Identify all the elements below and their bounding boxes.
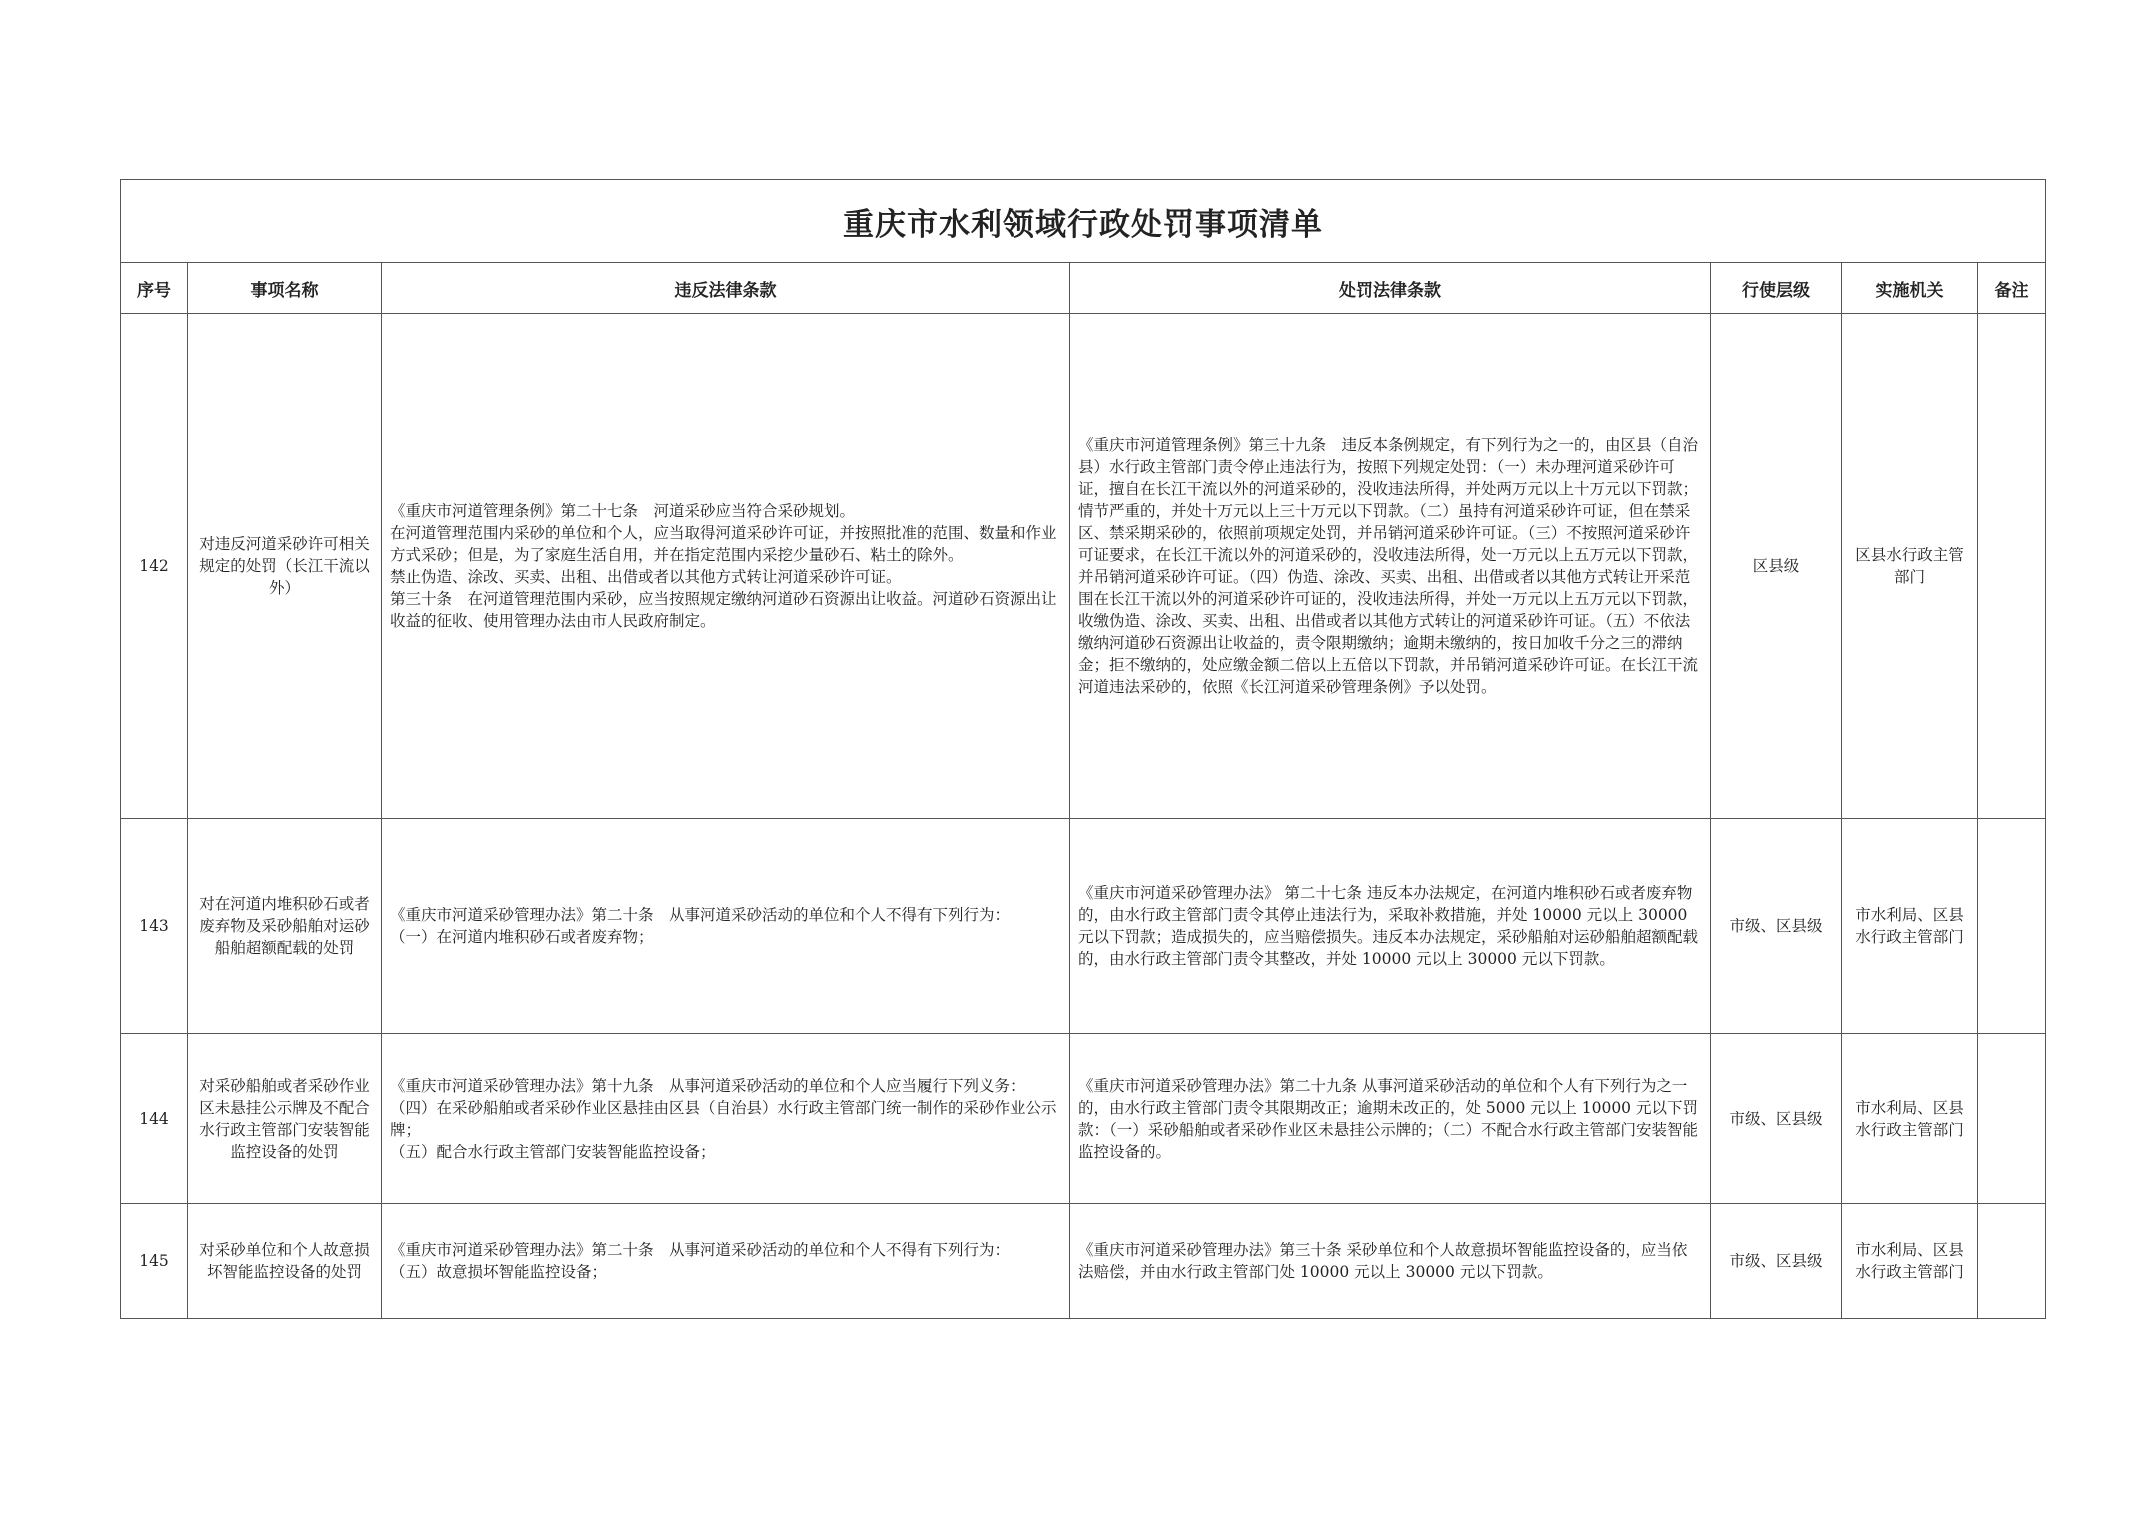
row-penalty: [1070, 819, 1711, 1034]
row-name: 对在河道内堆积砂石或者废弃物及采砂船舶对运砂船舶超额配载的处罚: [188, 819, 382, 1034]
penalty-paragraph: 《重庆市河道采砂管理办法》 第二十七条 违反本办法规定，在河道内堆积砂石或者废弃物的，由水行政主管部门责令其停止违法行为，采取补救措施，并处 10000 元以上 30000 元以下罚款；造成损失的，应当赔偿损失。违反本办法规定，采砂船舶对运砂船舶超额配载的，由水行政主管部门责令其整改，并处 10000 元以上 30000 元以下罚款。: [1078, 884, 1699, 968]
header-agency: 实施机关: [1842, 263, 1978, 314]
violation-paragraph: （四）在采砂船舶或者采砂作业区悬挂由区县（自治县）水行政主管部门统一制作的采砂作业公示牌；: [390, 1098, 1057, 1139]
page-title: 重庆市水利领域行政处罚事项清单: [121, 180, 2046, 263]
row-violation: [382, 1034, 1070, 1204]
row-remark: [1978, 314, 2046, 819]
row-violation: [382, 314, 1070, 819]
penalty-items-table: [120, 179, 2046, 1319]
header-name: 事项名称: [188, 263, 382, 314]
violation-paragraph: 《重庆市河道采砂管理办法》第十九条 从事河道采砂活动的单位和个人应当履行下列义务：: [390, 1076, 1026, 1095]
penalty-paragraph: 《重庆市河道管理条例》第三十九条 违反本条例规定，有下列行为之一的，由区县（自治县）水行政主管部门责令停止违法行为，按照下列规定处罚：（一）未办理河道采砂许可证，擅自在长江干流以外的河道采砂的，没收违法所得，并处两万元以上十万元以下罚款；情节严重的，并处十万元以上三十万元以下罚款。（二）虽持有河道采砂许可证，但在禁采区、禁采期采砂的，依照前项规定处罚，并吊销河道采砂许可证。（三）不按照河道采砂许可证要求，在长江干流以外的河道采砂的，没收违法所得，处一万元以上五万元以下罚款，并吊销河道采砂许可证。（四）伪造、涂改、买卖、出租、出借或者以其他方式转让开采范围在长江干流以外的河道采砂许可证的，没收违法所得，并处一万元以上五万元以下罚款，收缴伪造、涂改、买卖、出租、出借或者以其他方式转让的河道采砂许可证。（五）不依法缴纳河道砂石资源出让收益的，责令限期缴纳；逾期未缴纳的，按日加收千分之三的滞纳金；拒不缴纳的，处应缴金额二倍以上五倍以下罚款，并吊销河道采砂许可证。在长江干流河道违法采砂的，依照《长江河道采砂管理条例》予以处罚。: [1078, 436, 1699, 696]
row-agency: 区县水行政主管部门: [1842, 314, 1978, 819]
violation-paragraph: 在河道管理范围内采砂的单位和个人，应当取得河道采砂许可证，并按照批准的范围、数量和作业方式采砂；但是，为了家庭生活自用，并在指定范围内采挖少量砂石、粘土的除外。: [390, 524, 1057, 564]
row-remark: [1978, 1034, 2046, 1204]
row-penalty: [1070, 1204, 1711, 1319]
row-no: 145: [121, 1204, 188, 1319]
violation-paragraph: 《重庆市河道采砂管理办法》第二十条 从事河道采砂活动的单位和个人不得有下列行为：: [390, 906, 1011, 924]
table-row: [121, 1034, 2046, 1204]
violation-paragraph: 禁止伪造、涂改、买卖、出租、出借或者以其他方式转让河道采砂许可证。: [390, 568, 902, 586]
row-violation: [382, 819, 1070, 1034]
violation-paragraph: （五）故意损坏智能监控设备；: [390, 1263, 608, 1281]
row-penalty: [1070, 314, 1711, 819]
header-no: 序号: [121, 263, 188, 314]
header-level: 行使层级: [1711, 263, 1842, 314]
table-row: [121, 314, 2046, 819]
document-sheet: [120, 179, 2045, 1319]
table-row: [121, 819, 2046, 1034]
row-level: 市级、区县级: [1711, 1204, 1842, 1319]
row-no: 142: [121, 314, 188, 819]
row-penalty: [1070, 1034, 1711, 1204]
penalty-paragraph: 《重庆市河道采砂管理办法》第三十条 采砂单位和个人故意损坏智能监控设备的，应当依法赔偿，并由水行政主管部门处 10000 元以上 30000 元以下罚款。: [1078, 1241, 1688, 1281]
row-level: 市级、区县级: [1711, 819, 1842, 1034]
row-name: 对采砂船舶或者采砂作业区未悬挂公示牌及不配合水行政主管部门安装智能监控设备的处罚: [188, 1034, 382, 1204]
penalty-paragraph: 《重庆市河道采砂管理办法》第二十九条 从事河道采砂活动的单位和个人有下列行为之一的，由水行政主管部门责令其限期改正；逾期未改正的，处 5000 元以上 10000 元以下罚款：（一）采砂船舶或者采砂作业区未悬挂公示牌的；（二）不配合水行政主管部门安装智能监控设备的。: [1078, 1076, 1699, 1161]
violation-paragraph: （一）在河道内堆积砂石或者废弃物；: [390, 928, 654, 946]
row-agency: 市水利局、区县水行政主管部门: [1842, 819, 1978, 1034]
row-remark: [1978, 1204, 2046, 1319]
row-agency: 市水利局、区县水行政主管部门: [1842, 1204, 1978, 1319]
row-no: 144: [121, 1034, 188, 1204]
row-violation: [382, 1204, 1070, 1319]
header-violation: 违反法律条款: [382, 263, 1070, 314]
violation-paragraph: （五）配合水行政主管部门安装智能监控设备；: [390, 1142, 716, 1161]
title-row: [121, 180, 2046, 263]
header-remark: 备注: [1978, 263, 2046, 314]
header-penalty: 处罚法律条款: [1070, 263, 1711, 314]
violation-paragraph: 《重庆市河道采砂管理办法》第二十条 从事河道采砂活动的单位和个人不得有下列行为：: [390, 1241, 1011, 1259]
row-name: 对违反河道采砂许可相关规定的处罚（长江干流以外）: [188, 314, 382, 819]
row-level: 市级、区县级: [1711, 1034, 1842, 1204]
table-row: [121, 1204, 2046, 1319]
row-no: 143: [121, 819, 188, 1034]
row-name: 对采砂单位和个人故意损坏智能监控设备的处罚: [188, 1204, 382, 1319]
violation-paragraph: 《重庆市河道管理条例》第二十七条 河道采砂应当符合采砂规划。: [390, 502, 856, 520]
header-row: [121, 263, 2046, 314]
row-remark: [1978, 819, 2046, 1034]
violation-paragraph: 第三十条 在河道管理范围内采砂，应当按照规定缴纳河道砂石资源出让收益。河道砂石资源出让收益的征收、使用管理办法由市人民政府制定。: [390, 590, 1057, 630]
row-level: 区县级: [1711, 314, 1842, 819]
row-agency: 市水利局、区县水行政主管部门: [1842, 1034, 1978, 1204]
